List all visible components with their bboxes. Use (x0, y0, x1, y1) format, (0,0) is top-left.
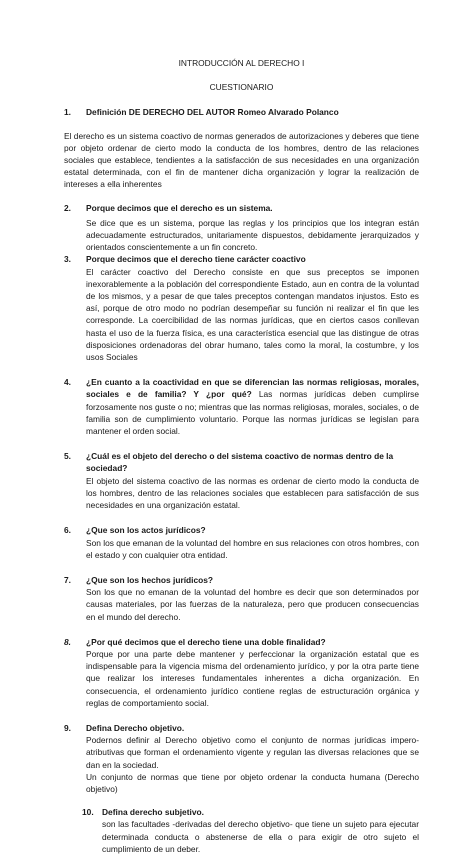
question-6-text: ¿Que son los actos jurídicos? (86, 525, 206, 536)
question-3-heading (64, 253, 419, 265)
question-8-number: 8. (64, 636, 71, 647)
question-7-heading (64, 574, 419, 586)
question-2-text: Porque decimos que el derecho es un sistema. (86, 202, 273, 213)
question-4-text: ¿En cuanto a la coactividad en que se diferencian las normas religiosas, morales, sociales e de familia? Y ¿por qué? (86, 377, 419, 400)
question-4-number: 4. (64, 377, 71, 388)
question-8-heading (64, 636, 419, 648)
question-5-answer: El objeto del sistema coactivo de las normas es ordenar de cierto modo la conducta de los hombres, dentro de las relaciones sociales que establecen para satisfacción de sus necesidades en una organización estatal. (86, 475, 419, 511)
question-1-answer: El derecho es un sistema coactivo de normas generados de autorizaciones y deberes que tiene por objeto ordenar de cierto modo la conducta de los hombres, dentro de las relaciones sociales que establece, tendientes a la satisfacción de sus necesidades en una organización estatal determinada, con el fin de mantener dicha organización y lograr la realización de intereses a ella inherentes (64, 130, 419, 190)
question-10-number: 10. (82, 807, 94, 818)
question-5-heading (64, 450, 419, 474)
question-9-heading (64, 722, 419, 734)
question-10-heading (82, 806, 419, 818)
question-10-block (64, 806, 419, 855)
question-4-answer: Las normas jurídicas deben cumplirse forzosamente nos guste o no; mientras que las normas religiosas, morales, sociales, o de familia son de cumplimiento voluntario. Porque las normas jurídicas se legislan para mantener el orden social. (86, 389, 420, 437)
question-9-answer-extra: Un conjunto de normas que tiene por objeto ordenar la conducta humana (Derecho objetivo) (86, 771, 419, 794)
question-9-number: 9. (64, 722, 71, 733)
question-2-number: 2. (64, 202, 71, 213)
question-1-heading (64, 106, 419, 118)
document-title: INTRODUCCIÓN AL DERECHO I (178, 58, 305, 68)
question-5-text: ¿Cuál es el objeto del derecho o del sistema coactivo de normas dentro de la sociedad? (86, 451, 394, 474)
question-6-answer: Son los que emanan de la voluntad del hombre en sus relaciones con otros hombres, con el estado y con cualquier otra entidad. (86, 537, 419, 560)
question-10-text: Defina derecho subjetivo. (102, 807, 204, 818)
question-3-text: Porque decimos que el derecho tiene carácter coactivo (86, 254, 306, 265)
question-8-text: ¿Por qué decimos que el derecho tiene una doble finalidad? (86, 636, 326, 647)
question-2-heading (64, 202, 419, 214)
question-3-number: 3. (64, 254, 71, 265)
question-1-author: Romeo Alvarado Polanco (237, 107, 339, 118)
question-7-number: 7. (64, 574, 71, 585)
question-8-answer: Porque por una parte debe mantener y perfeccionar la organización estatal que es indispensable para la vigencia misma del ordenamiento jurídico, y por la otra parte tiene que realizar los intereses fundamentales inherentes a dicha organización. En consecuencia, el ordenamiento jurídico contiene reglas de estructuración orgánica y reglas de comportamiento social. (86, 648, 419, 708)
question-3-answer: El carácter coactivo del Derecho consiste en que sus preceptos se imponen inexorablemente a la población del correspondiente Estado, aun en contra de la voluntad de los mismos, y a pesar de que tales preceptos contengan mandatos injustos. Esto es así, porque de otro modo no podrían desempeñar su función ni realizar el fin que les corresponde. La coercibilidad de las normas jurídicas, que en ciertos casos conllevan hasta el uso de la fuerza física, es una característica esencial que las distingue de otras disposiciones ordenadoras del obrar humano, tales como la moral, la costumbre, y los usos Sociales (86, 266, 419, 363)
question-9-text: Defina Derecho objetivo. (86, 722, 185, 733)
question-9-answer: Podernos definir al Derecho objetivo como el conjunto de normas jurídicas impero-atributivas que forman el ordenamiento vigente y regulan las diversas relaciones que se dan en la sociedad. (86, 735, 419, 770)
question-7-answer: Son los que no emanan de la voluntad del hombre es decir que son determinados por causas materiales, por las fuerzas de la naturaleza, pero que producen consecuencias en el mundo del derecho. (86, 587, 419, 622)
question-6-number: 6. (64, 525, 71, 536)
question-1-label: Definición DE DERECHO DEL AUTOR (86, 107, 236, 118)
question-4-block (64, 376, 419, 437)
document-subtitle: CUESTIONARIO (209, 82, 274, 93)
question-2-answer: Se dice que es un sistema, porque las reglas y los principios que los integran están adecuadamente estructurados, unitariamente dispuestos, debidamente jerarquizados y orientados conscientemente a un fin concreto. (86, 217, 419, 253)
question-10-answer: son las facultades -derivadas del derecho objetivo- que tiene un sujeto para ejecutar determinada conducta o abstenerse de ella o para exigir de otro sujeto el cumplimiento de un deber. (102, 819, 419, 854)
question-7-text: ¿Que son los hechos jurídicos? (86, 574, 214, 585)
question-6-heading (64, 524, 419, 536)
question-5-number: 5. (64, 451, 71, 462)
question-1-number: 1. (64, 107, 71, 118)
